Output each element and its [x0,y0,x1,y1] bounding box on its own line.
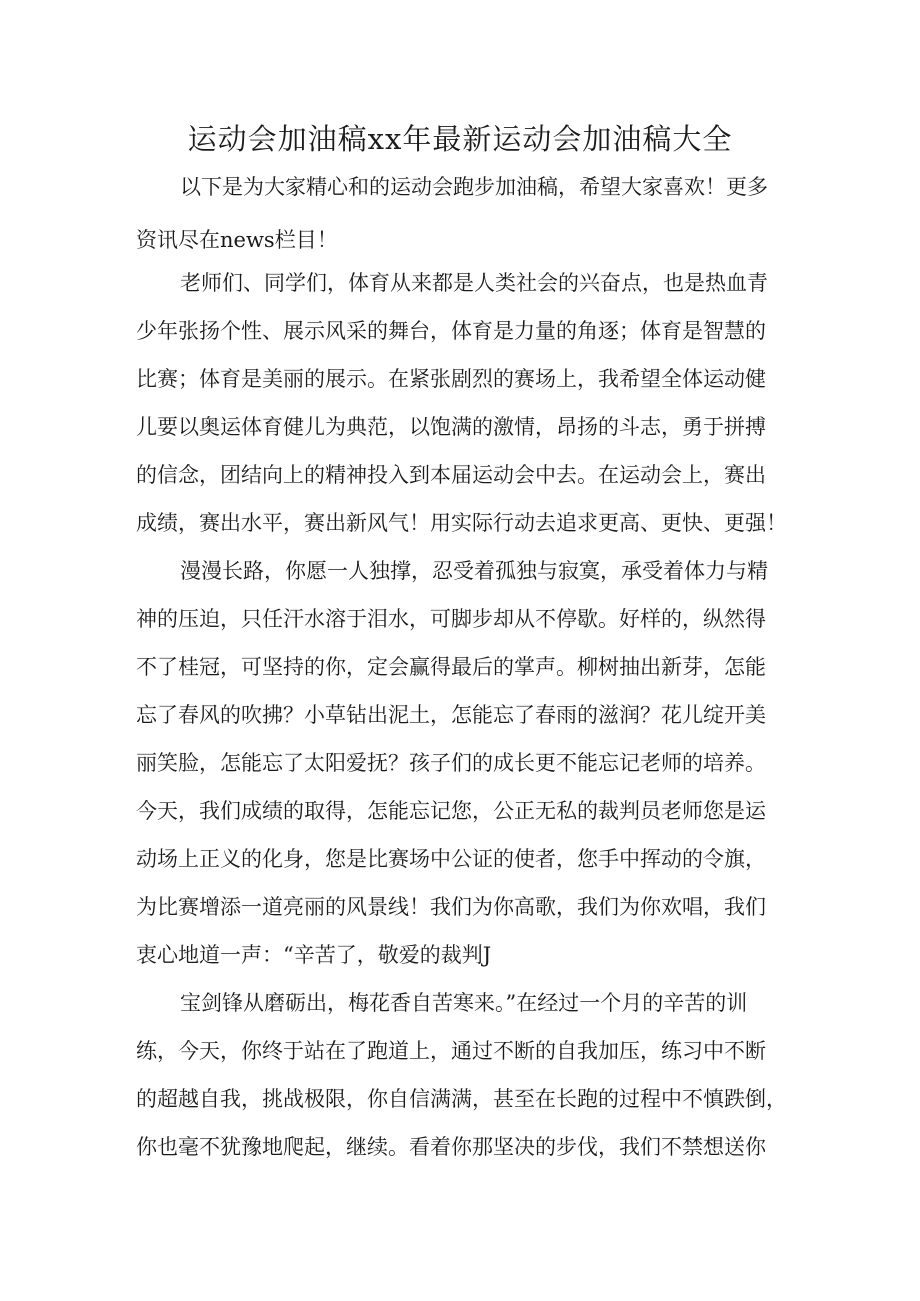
paragraph-3-line-1: 漫漫长路，你愿一人独撑，忍受着孤独与寂寞，承受着体力与精 [180,559,768,583]
paragraph-2-line-1: 老师们、同学们，体育从来都是人类社会的兴奋点，也是热血青 [180,271,768,295]
paragraph-3-line-8: 为比赛增添一道亮丽的风景线！我们为你高歌，我们为你欢唱，我们 [136,895,766,919]
paragraph-2-line-5: 的信念，团结向上的精神投入到本届运动会中去。在运动会上，赛出 [136,463,766,487]
paragraph-3-line-5: 丽笑脸，怎能忘了太阳爱抚？孩子们的成长更不能忘记老师的培养。 [136,751,766,775]
paragraph-3-line-2: 神的压迫，只任汗水溶于泪水，可脚步却从不停歇。好样的，纵然得 [136,607,766,631]
paragraph-3-line-3: 不了桂冠，可坚持的你，定会赢得最后的掌声。柳树抽出新芽，怎能 [136,655,766,679]
paragraph-4-line-3: 的超越自我，挑战极限，你自信满满，甚至在长跑的过程中不慎跌倒， [136,1087,787,1111]
paragraph-3-line-6: 今天，我们成绩的取得，怎能忘记您，公正无私的裁判员老师您是运 [136,799,766,823]
paragraph-4-line-4: 你也毫不犹豫地爬起，继续。看着你那坚决的步伐，我们不禁想送你 [136,1135,766,1159]
paragraph-3-line-4: 忘了春风的吹拂？小草钻出泥土，怎能忘了春雨的滋润？花儿绽开美 [136,703,766,727]
paragraph-4-line-1: 宝剑锋从磨砺出，梅花香自苦寒来。”在经过一个月的辛苦的训 [180,991,748,1015]
paragraph-3-line-9: 衷心地道一声：“辛苦了，敬爱的裁判J [136,943,492,967]
paragraph-3-line-7: 动场上正义的化身，您是比赛场中公证的使者，您手中挥动的令旗， [136,847,766,871]
paragraph-4-line-2: 练，今天，你终于站在了跑道上，通过不断的自我加压，练习中不断 [136,1039,766,1063]
paragraph-2-line-3: 比赛；体育是美丽的展示。在紧张剧烈的赛场上，我希望全体运动健 [136,367,766,391]
paragraph-2-line-4: 儿要以奥运体育健儿为典范，以饱满的激情，昂扬的斗志，勇于拼搏 [136,415,766,439]
paragraph-1-line-1: 以下是为大家精心和的运动会跑步加油稿，希望大家喜欢！更多 [180,175,768,199]
paragraph-1-line-2: 资讯尽在news栏目！ [136,228,338,252]
document-title: 运动会加油稿xx年最新运动会加油稿大全 [187,122,733,156]
paragraph-2-line-2: 少年张扬个性、展示风采的舞台，体育是力量的角逐；体育是智慧的 [136,319,766,343]
paragraph-2-line-6: 成绩，赛出水平，赛出新风气！用实际行动去追求更高、更快、更强！ [136,511,787,535]
